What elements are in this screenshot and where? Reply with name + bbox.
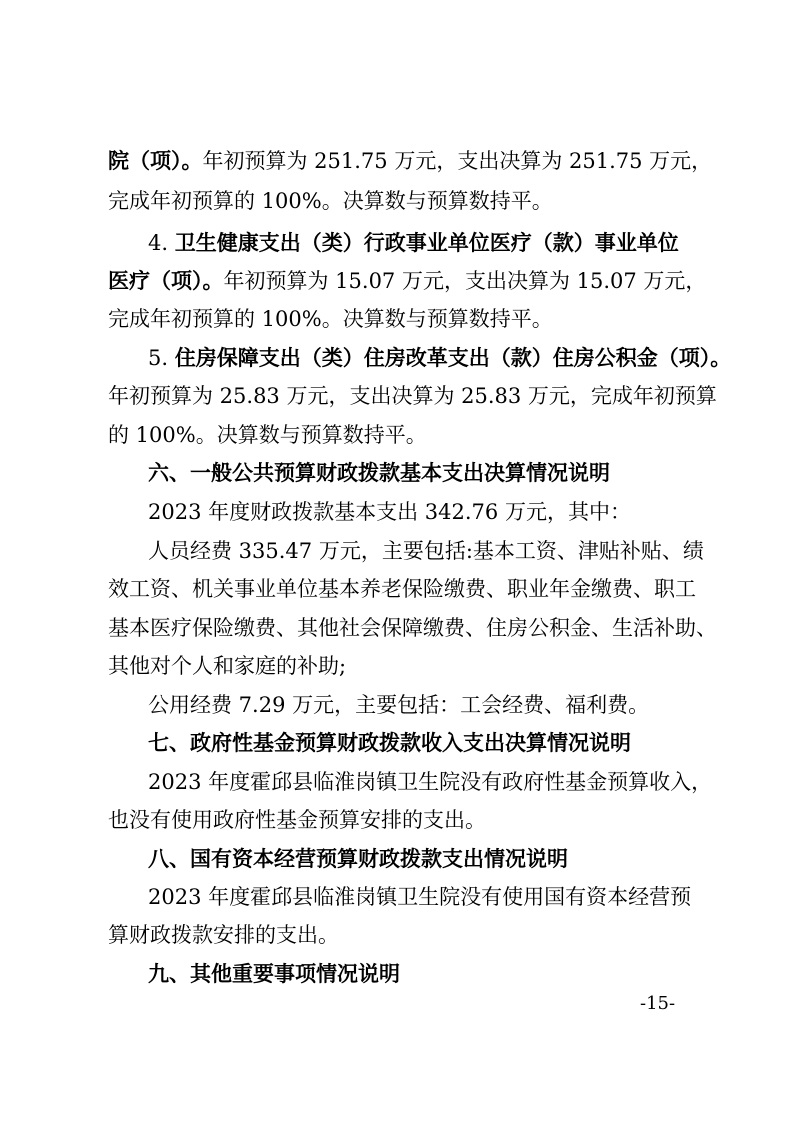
item5-bold-title: 住房保障支出（类）住房改革支出（款）住房公积金（项）。 — [174, 346, 732, 370]
page-number: -15- — [640, 993, 676, 1014]
section6-paragraph-2-line-3: 基本医疗保险缴费、其他社会保障缴费、住房公积金、生活补助、 — [108, 616, 717, 640]
item4-line-2 — [108, 266, 706, 296]
section6-heading: 六、一般公共预算财政拨款基本支出决算情况说明 — [148, 461, 610, 485]
item5-line-3: 的 100%。决算数与预算数持平。 — [108, 423, 427, 447]
section6-paragraph-3: 公用经费 7.29 万元，主要包括：工会经费、福利费。 — [148, 693, 650, 717]
section6-paragraph-1: 2023 年度财政拨款基本支出 342.76 万元，其中： — [148, 500, 631, 524]
section6-paragraph-2-line-4: 其他对个人和家庭的补助; — [108, 654, 347, 678]
section7-paragraph-line-2: 也没有使用政府性基金预算安排的支出。 — [108, 808, 486, 832]
section8-paragraph-line-2: 算财政拨款安排的支出。 — [108, 923, 339, 947]
section9-heading: 九、其他重要事项情况说明 — [148, 962, 400, 986]
section7-paragraph-line-1: 2023 年度霍邱县临淮岗镇卫生院没有政府性基金预算收入， — [148, 770, 713, 794]
item4-bold-title-cont: 医疗（项）。 — [108, 269, 224, 293]
item3-line-2: 完成年初预算的 100%。决算数与预算数持平。 — [108, 189, 553, 213]
item5-number: 5. — [148, 346, 175, 370]
item4-line-3: 完成年初预算的 100%。决算数与预算数持平。 — [108, 307, 553, 331]
section8-heading: 八、国有资本经营预算财政拨款支出情况说明 — [148, 847, 568, 871]
item4-text: 年初预算为 15.07 万元，支出决算为 15.07 万元， — [223, 269, 707, 293]
item3-line-1 — [108, 146, 712, 176]
item5-line-1 — [148, 343, 731, 373]
section8-paragraph-line-1: 2023 年度霍邱县临淮岗镇卫生院没有使用国有资本经营预 — [148, 885, 692, 909]
section7-heading: 七、政府性基金预算财政拨款收入支出决算情况说明 — [148, 731, 631, 755]
section6-paragraph-2-line-1: 人员经费 335.47 万元，主要包括:基本工资、津贴补贴、绩 — [148, 539, 704, 563]
section6-paragraph-2-line-2: 效工资、机关事业单位基本养老保险缴费、职业年金缴费、职工 — [108, 577, 696, 601]
item4-line-1 — [148, 228, 679, 258]
item4-bold-title: 卫生健康支出（类）行政事业单位医疗（款）事业单位 — [174, 231, 679, 255]
item5-line-2: 年初预算为 25.83 万元，支出决算为 25.83 万元，完成年初预算 — [108, 384, 717, 408]
item3-bold-title: 院（项）。 — [108, 149, 203, 173]
item3-text: 年初预算为 251.75 万元，支出决算为 251.75 万元， — [202, 149, 713, 173]
item4-number: 4. — [148, 231, 175, 255]
